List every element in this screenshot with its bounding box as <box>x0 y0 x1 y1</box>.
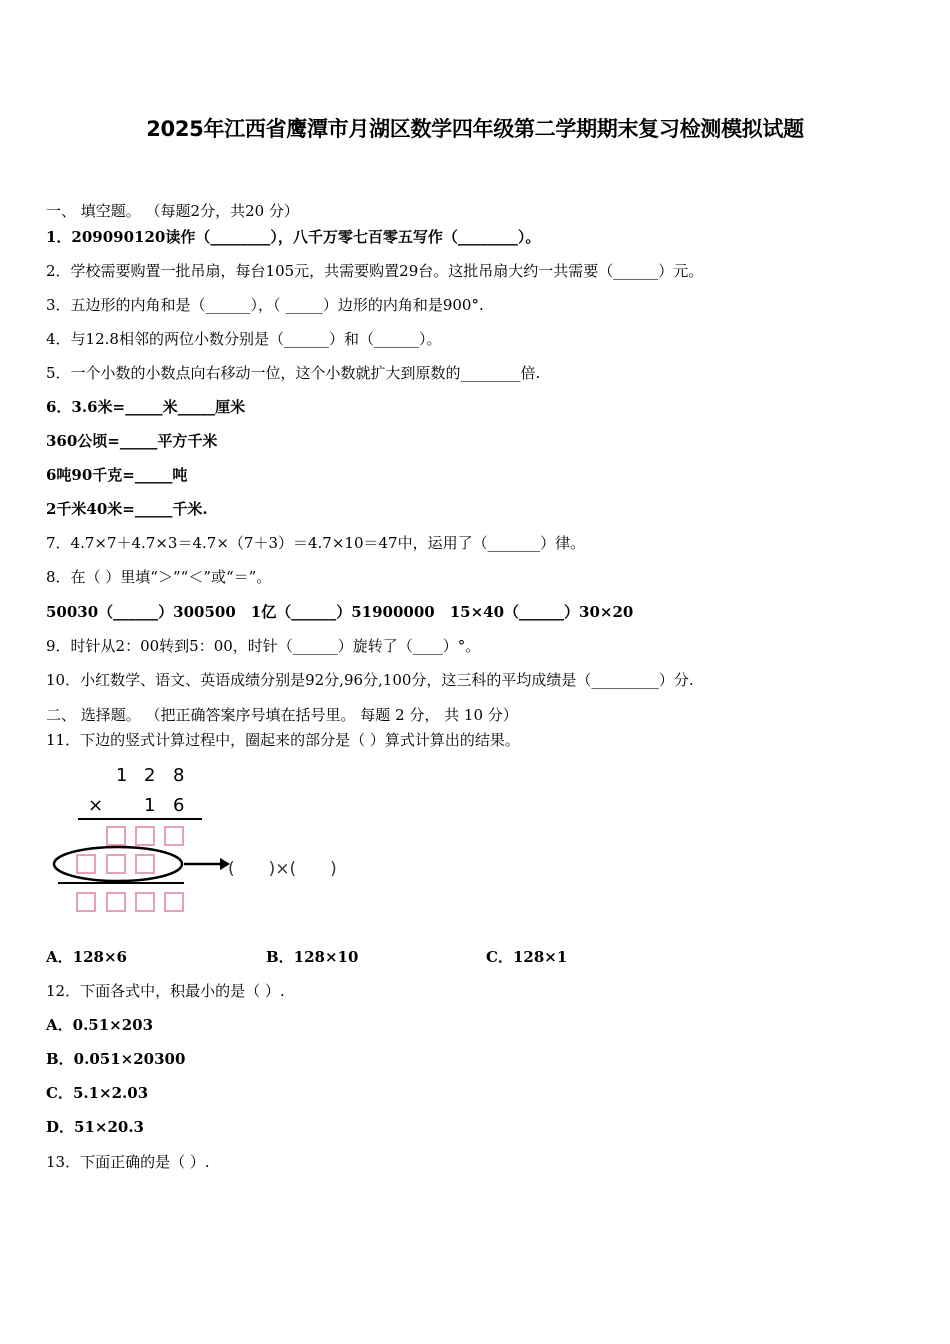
digit-box <box>164 826 184 846</box>
question-8-comparisons: 50030（______）300500 1亿（______）51900000 15×40（______）30×20 <box>46 603 634 621</box>
q12-option-b: B．0.051×20300 <box>46 1050 186 1068</box>
question-2: 2．学校需要购置一批吊扇，每台105元，共需要购置29台。这批吊扇大约一共需要（______）元。 <box>46 262 704 280</box>
times-sign: × <box>88 795 104 816</box>
question-5: 5．一个小数的小数点向右移动一位，这个小数就扩大到原数的________倍. <box>46 364 541 382</box>
q12-option-c: C．5.1×2.03 <box>46 1084 149 1102</box>
digit: 1 <box>116 765 128 786</box>
question-9: 9．时针从2：00转到5：00，时针（______）旋转了（____）°。 <box>46 637 481 655</box>
digit-box <box>135 892 155 912</box>
digit-box <box>164 892 184 912</box>
question-13: 13．下面正确的是（ ）. <box>46 1153 210 1171</box>
q11-option-b: B．128×10 <box>266 948 359 966</box>
question-8: 8．在（ ）里填“＞”“＜”或“＝”。 <box>46 568 272 586</box>
question-6-line-4: 2千米40米=_____千米. <box>46 500 208 518</box>
calculation-rule <box>78 818 202 820</box>
page-title: 2025年江西省鹰潭市月湖区数学四年级第二学期期末复习检测模拟试题 <box>146 117 804 141</box>
q12-option-a: A．0.51×203 <box>46 1016 154 1034</box>
digit: 6 <box>173 795 185 816</box>
vertical-multiplication-figure <box>48 760 408 925</box>
calculation-rule <box>58 882 184 884</box>
digit-box <box>135 826 155 846</box>
digit: 8 <box>173 765 185 786</box>
question-10: 10．小红数学、语文、英语成绩分别是92分,96分,100分，这三科的平均成绩是（_________）分. <box>46 671 694 689</box>
answer-parentheses: ( )×( ) <box>228 859 337 879</box>
q11-option-c: C．128×1 <box>486 948 568 966</box>
digit: 1 <box>144 795 156 816</box>
highlight-ellipse <box>54 847 182 881</box>
section-heading-fill-in: 一、 填空题。 （每题2分，共20 分） <box>46 202 299 220</box>
question-12: 12．下面各式中，积最小的是（ ）. <box>46 982 285 1000</box>
question-6-line-3: 6吨90千克=_____吨 <box>46 466 188 484</box>
q12-option-d: D．51×20.3 <box>46 1118 144 1136</box>
question-7: 7．4.7×7＋4.7×3＝4.7×（7＋3）＝4.7×10＝47中，运用了（_______）律。 <box>46 534 586 552</box>
question-11: 11．下边的竖式计算过程中，圈起来的部分是（ ）算式计算出的结果。 <box>46 731 520 749</box>
question-3: 3．五边形的内角和是（______），（ _____）边形的内角和是900°. <box>46 296 484 314</box>
question-1-text: 1．209090120读作（________），八千万零七百零五写作（________）。 <box>46 228 541 246</box>
section-heading-choice: 二、 选择题。 （把正确答案序号填在括号里。 每题 2 分， 共 10 分） <box>46 706 518 724</box>
digit: 2 <box>144 765 156 786</box>
digit-box <box>106 826 126 846</box>
question-1 <box>46 227 540 247</box>
question-4: 4．与12.8相邻的两位小数分别是（______）和（______）。 <box>46 330 442 348</box>
q11-option-a: A．128×6 <box>46 948 127 966</box>
circled-partial-product <box>48 844 238 886</box>
digit-box <box>76 892 96 912</box>
digit-box <box>106 892 126 912</box>
question-6-line-1: 6．3.6米=_____米_____厘米 <box>46 398 246 416</box>
question-6-line-2: 360公顷=_____平方千米 <box>46 432 218 450</box>
